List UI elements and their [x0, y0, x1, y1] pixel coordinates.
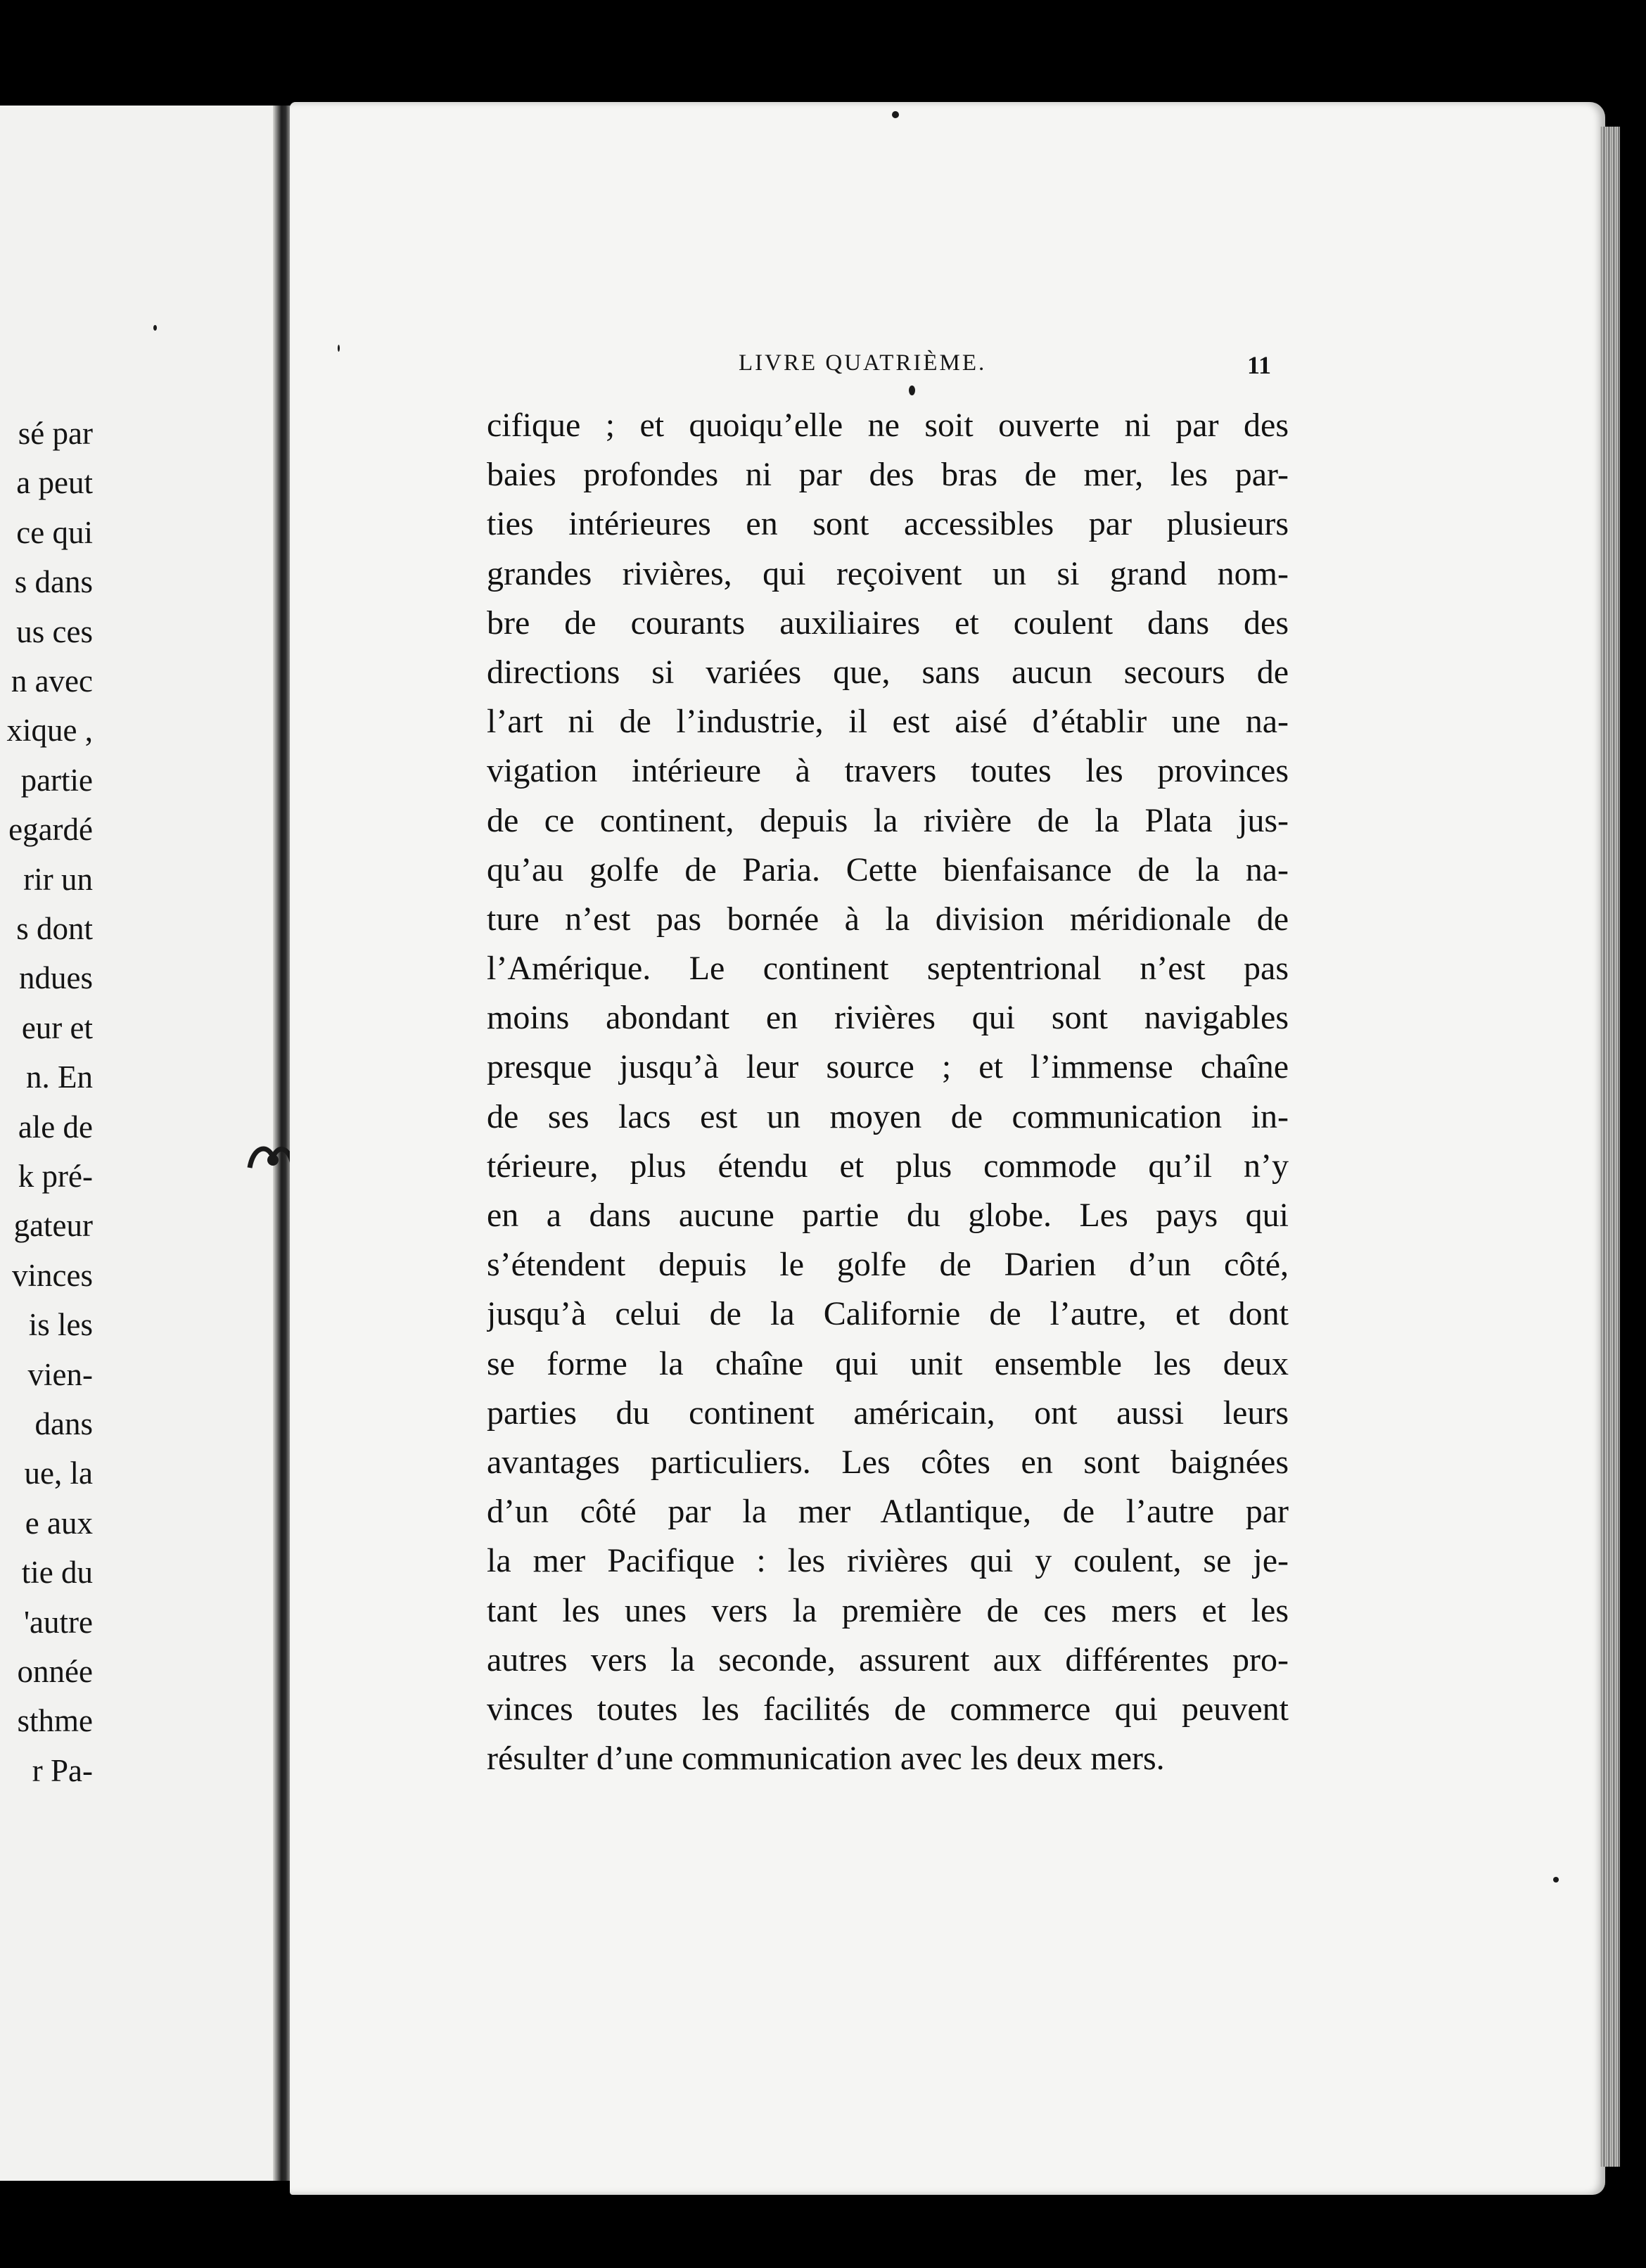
left-page-line-fragment: eur et: [21, 1009, 93, 1045]
body-text-line: se forme la chaîne qui unit ensemble les deux: [487, 1344, 1289, 1382]
body-text-line: vigation intérieure à travers toutes les provinces: [487, 752, 1289, 790]
left-page-line-fragment: 'autre: [23, 1604, 93, 1640]
body-text-line: s’étendent depuis le golfe de Darien d’un côté,: [487, 1246, 1289, 1284]
running-head: LIVRE QUATRIÈME.: [739, 350, 987, 376]
body-text-line: vinces toutes les facilités de commerce qui peuvent: [487, 1690, 1289, 1728]
left-page-line-fragment: k pré-: [18, 1159, 93, 1194]
left-page-line-fragment: r Pa-: [32, 1752, 93, 1788]
ink-speck: [338, 345, 340, 352]
left-page-line-fragment: a peut: [16, 465, 93, 501]
body-text-line: de ce continent, depuis la rivière de la Plata jus-: [487, 801, 1289, 839]
ink-speck: [892, 111, 899, 118]
left-page-line-fragment: egardé: [8, 812, 93, 848]
body-text-line: de ses lacs est un moyen de communication in-: [487, 1097, 1289, 1135]
page-edge-stack: [1600, 127, 1620, 2167]
body-text-line: résulter d’une communication avec les deux mers.: [487, 1740, 1165, 1778]
left-page-line-fragment: s dont: [16, 911, 93, 946]
body-text-line: la mer Pacifique : les rivières qui y coulent, se je-: [487, 1542, 1289, 1580]
body-text-line: grandes rivières, qui reçoivent un si grand nom-: [487, 554, 1289, 592]
left-page-line-fragment: us ces: [16, 613, 93, 649]
left-page-line-fragment: vien-: [27, 1356, 93, 1392]
left-page-line-fragment: ndues: [19, 960, 93, 996]
body-text-line: l’art ni de l’industrie, il est aisé d’établir une na-: [487, 703, 1289, 741]
body-text-line: jusqu’à celui de la Californie de l’autre, et dont: [487, 1295, 1289, 1333]
body-text-line: ture n’est pas bornée à la division méridionale de: [487, 900, 1289, 938]
ink-speck: [909, 386, 915, 395]
left-page-line-fragment: tie du: [21, 1555, 93, 1591]
body-text-line: presque jusqu’à leur source ; et l’immense chaîne: [487, 1048, 1289, 1086]
body-text-line: qu’au golfe de Paria. Cette bienfaisance de la na-: [487, 850, 1289, 888]
body-text-block: [487, 401, 1289, 1783]
left-page-text-column: [0, 106, 93, 2181]
body-text-line: bre de courants auxiliaires et coulent dans des: [487, 604, 1289, 642]
left-page-line-fragment: sé par: [18, 416, 93, 451]
body-text-line: cifique ; et quoiqu’elle ne soit ouverte ni par des: [487, 407, 1289, 444]
body-text-line: moins abondant en rivières qui sont navigables: [487, 999, 1289, 1037]
left-page-line-fragment: xique ,: [6, 713, 93, 748]
left-page-line-fragment: gateur: [13, 1208, 93, 1244]
left-page-line-fragment: is les: [28, 1307, 93, 1343]
body-text-line: autres vers la seconde, assurent aux différentes pro-: [487, 1641, 1289, 1678]
left-page-line-fragment: e aux: [25, 1505, 93, 1541]
body-text-line: tant les unes vers la première de ces mers et les: [487, 1591, 1289, 1629]
left-page-line-fragment: ue, la: [24, 1455, 93, 1491]
left-page-line-fragment: dans: [34, 1406, 93, 1441]
left-page-line-fragment: sthme: [17, 1703, 93, 1739]
body-text-line: baies profondes ni par des bras de mer, les par-: [487, 456, 1289, 494]
body-text-line: en a dans aucune partie du globe. Les pays qui: [487, 1197, 1289, 1234]
left-page-line-fragment: rir un: [23, 861, 93, 897]
body-text-line: avantages particuliers. Les côtes en sont baignées: [487, 1443, 1289, 1481]
ink-speck: [153, 325, 157, 331]
left-page-line-fragment: ce qui: [16, 514, 93, 550]
body-text-line: parties du continent américain, ont aussi leurs: [487, 1394, 1289, 1432]
ink-speck: [1553, 1877, 1559, 1882]
left-page-line-fragment: onnée: [17, 1654, 93, 1689]
body-text-line: l’Amérique. Le continent septentrional n’est pas: [487, 950, 1289, 988]
page-number: 11: [1247, 351, 1272, 379]
left-page-line-fragment: s dans: [14, 564, 93, 600]
left-page-line-fragment: partie: [20, 762, 93, 798]
left-page-line-fragment: ale de: [18, 1109, 93, 1145]
body-text-line: térieure, plus étendu et plus commode qu’il n’y: [487, 1147, 1289, 1185]
left-page-line-fragment: n avec: [11, 663, 93, 699]
left-page-fragment: [0, 106, 282, 2181]
left-page-line-fragment: vinces: [12, 1257, 93, 1293]
binding-clip-mark: [246, 1143, 295, 1178]
body-text-line: directions si variées que, sans aucun secours de: [487, 653, 1289, 691]
body-text-line: ties intérieures en sont accessibles par plusieurs: [487, 505, 1289, 543]
left-page-line-fragment: n. En: [26, 1059, 93, 1095]
body-text-line: d’un côté par la mer Atlantique, de l’autre par: [487, 1493, 1289, 1531]
